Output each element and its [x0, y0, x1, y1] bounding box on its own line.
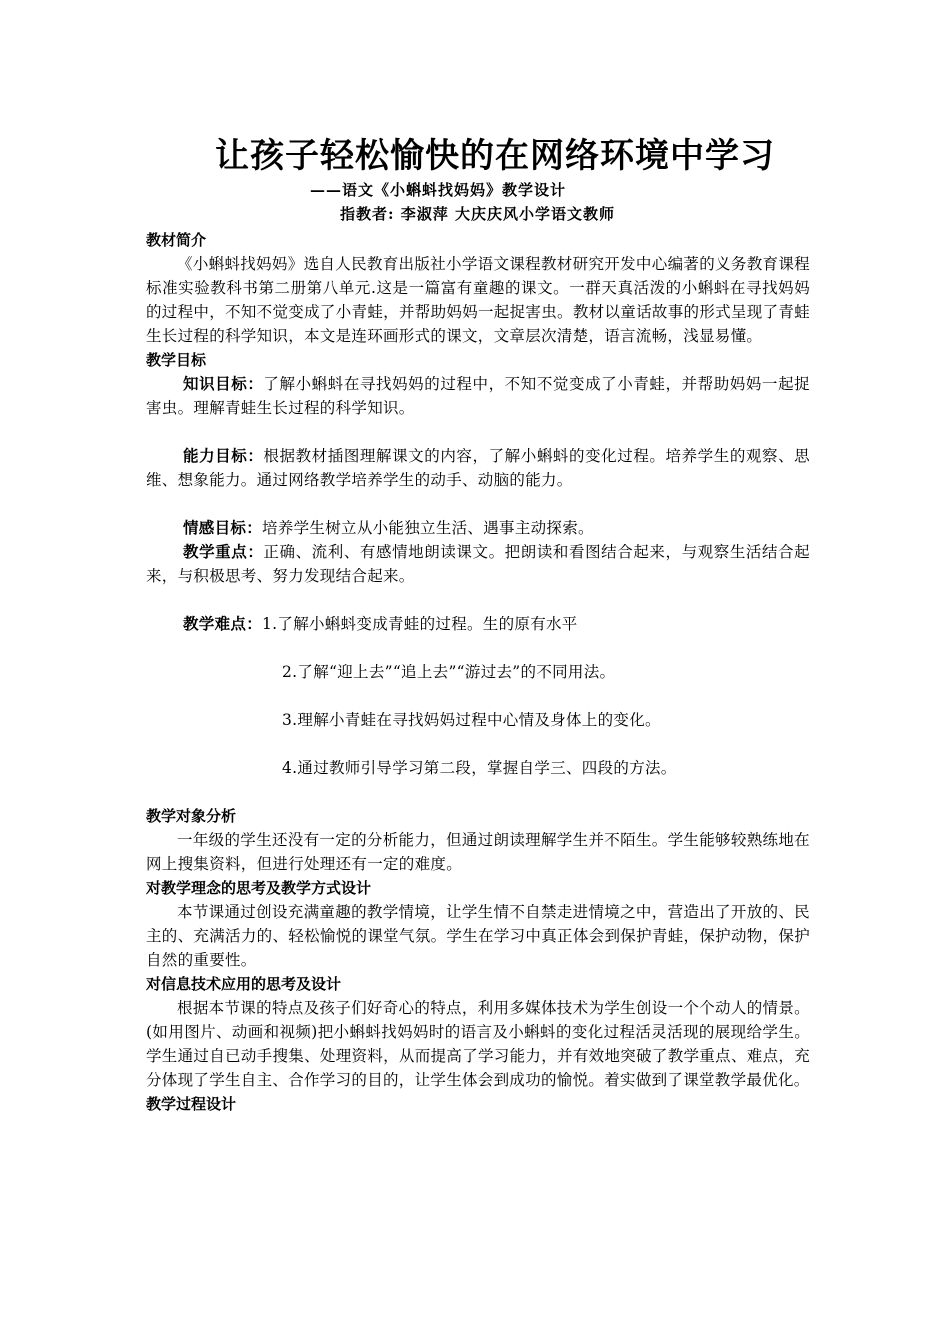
section-heading-process: 教学过程设计 [146, 1095, 237, 1113]
difficulty-item-2: 2.了解“迎上去”“追上去”“游过去”的不同用法。 [282, 663, 616, 681]
emotion-goal-text: 培养学生树立从小能独立生活、遇事主动探索。 [262, 519, 594, 537]
document-author: 指教者: 李淑萍 大庆庆风小学语文教师 [340, 205, 615, 223]
knowledge-goal-text: 了解小蝌蚪在寻找妈妈的过程中，不知不觉变成了小青蛙，并帮助妈妈一起捉害虫。理解青蛙生长过程的科学知识。 [146, 375, 810, 417]
spacer [146, 780, 810, 804]
emotion-goal-paragraph [146, 516, 810, 540]
difficulty-item-3: 3.理解小青蛙在寻找妈妈过程中心情及身体上的变化。 [282, 711, 661, 729]
difficulty-item-1: 1.了解小蝌蚪变成青蛙的过程。生的原有水平 [262, 615, 578, 633]
document-body [146, 228, 810, 1116]
difficulty-item-4: 4.通过教师引导学习第二段，掌握自学三、四段的方法。 [282, 759, 677, 777]
philosophy-paragraph: 本节课通过创设充满童趣的教学情境，让学生情不自禁走进情境之中，营造出了开放的、民主的、充满活力的、轻松愉悦的课堂气氛。学生在学习中真正体会到保护青蛙，保护动物，保护自然的重要性。 [146, 903, 810, 969]
ability-goal-paragraph [146, 444, 810, 492]
difficulty-paragraph [146, 612, 810, 636]
spacer [146, 684, 810, 708]
spacer [146, 732, 810, 756]
key-point-label: 教学重点： [183, 543, 264, 561]
students-paragraph: 一年级的学生还没有一定的分析能力，但通过朗读理解学生并不陌生。学生能够较熟练地在网上搜集资料，但进行处理还有一定的难度。 [146, 831, 810, 873]
key-point-paragraph [146, 540, 810, 588]
spacer [146, 588, 810, 612]
difficulty-label: 教学难点： [183, 615, 263, 633]
section-heading-goals: 教学目标 [146, 351, 207, 369]
ability-goal-text: 根据教材插图理解课文的内容，了解小蝌蚪的变化过程。培养学生的观察、思维、想象能力。通过网络教学培养学生的动手、动脑的能力。 [146, 447, 810, 489]
document-title: 让孩子轻松愉快的在网络环境中学习 [215, 136, 775, 176]
section-heading-it: 对信息技术应用的思考及设计 [146, 975, 342, 993]
document-subtitle: ——语文《小蝌蚪找妈妈》教学设计 [310, 181, 567, 199]
section-heading-students: 教学对象分析 [146, 807, 237, 825]
section-heading-material: 教材简介 [146, 231, 207, 249]
key-point-text: 正确、流利、有感情地朗读课文。把朗读和看图结合起来，与观察生活结合起来，与积极思考、努力发现结合起来。 [146, 543, 810, 585]
section-heading-philosophy: 对教学理念的思考及教学方式设计 [146, 879, 372, 897]
it-paragraph: 根据本节课的特点及孩子们好奇心的特点，利用多媒体技术为学生创设一个个动人的情景。(如用图片、动画和视频)把小蝌蚪找妈妈时的语言及小蝌蚪的变化过程活灵活现的展现给学生。学生通过自已动手搜集、处理资料，从而提高了学习能力，并有效地突破了教学重点、难点，充分体现了学生自主、合作学习的目的，让学生体会到成功的愉悦。着实做到了课堂教学最优化。 [146, 999, 810, 1089]
spacer [146, 636, 810, 660]
spacer [146, 492, 810, 516]
ability-goal-label: 能力目标： [183, 447, 264, 465]
knowledge-goal-label: 知识目标： [183, 375, 264, 393]
spacer [146, 420, 810, 444]
material-paragraph: 《小蝌蚪找妈妈》选自人民教育出版社小学语文课程教材研究开发中心编著的义务教育课程标准实验教科书第二册第八单元.这是一篇富有童趣的课文。一群天真活泼的小蝌蚪在寻找妈妈的过程中，不知不觉变成了小青蛙，并帮助妈妈一起捉害虫。教材以童话故事的形式呈现了青蛙生长过程的科学知识，本文是连环画形式的课文，文章层次清楚，语言流畅，浅显易懂。 [146, 255, 810, 345]
knowledge-goal-paragraph [146, 372, 810, 420]
emotion-goal-label: 情感目标： [183, 519, 263, 537]
